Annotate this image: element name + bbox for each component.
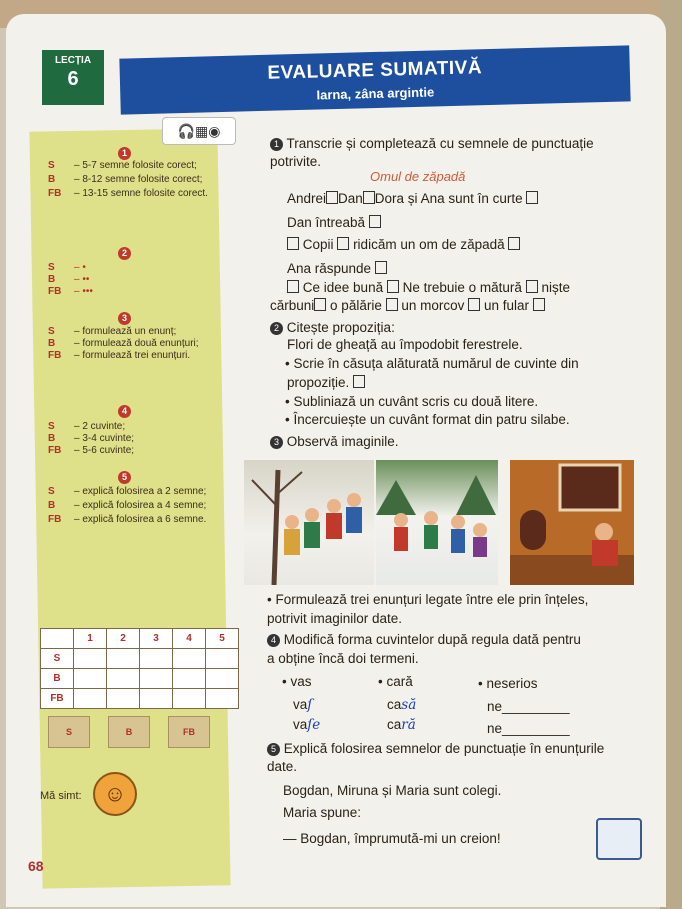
task-number-2: 2 (270, 322, 283, 335)
word-stem: va (293, 717, 308, 732)
score-cell[interactable] (173, 649, 206, 669)
ex5-instruction-line2: date. (267, 759, 298, 774)
ex3-bullet-line2: potrivit imaginilor date. (267, 611, 403, 626)
criteria-text: – 2 cuvinte; (74, 421, 126, 432)
level-label: B (48, 174, 56, 185)
ex2-instruction-text: Citește propoziția: (286, 320, 395, 335)
ex1-text: niște (541, 280, 570, 295)
ex2-bullet-2: • Subliniază un cuvânt scris cu două litere. (285, 394, 539, 409)
winter-scene-image-3 (510, 460, 634, 585)
punctuation-box[interactable] (287, 280, 299, 293)
level-label: FB (48, 350, 62, 361)
ex3-instruction-text: Observă imaginile. (286, 434, 399, 449)
level-label: S (48, 262, 55, 273)
level-label: S (48, 160, 55, 171)
ex1-text: Dan (338, 191, 363, 206)
ex5-line-2: Maria spune: (283, 805, 362, 820)
score-cell[interactable] (74, 689, 107, 709)
ex1-text: Dora și Ana sunt în curte (374, 191, 523, 206)
level-label: S (48, 486, 55, 497)
criteria-number-2: 2 (118, 247, 131, 260)
ex1-text: Andrei (287, 191, 327, 206)
punctuation-box[interactable] (363, 191, 375, 204)
flag-fb: FB (168, 716, 210, 748)
ex3-bullet-line1: • Formulează trei enunțuri legate între ele prin înțeles, (267, 592, 589, 607)
story-title: Omul de zăpadă (370, 169, 466, 184)
ex1-line-1 (287, 190, 538, 208)
punctuation-box[interactable] (533, 298, 545, 311)
flag-b: B (108, 716, 150, 748)
word-stem: va (293, 697, 308, 712)
ex1-text: Dan întreabă (287, 215, 366, 230)
audio-tools-icon: 🎧▦◉ (162, 117, 236, 145)
level-label: S (48, 326, 55, 337)
criteria-number-3: 3 (118, 312, 131, 325)
ex5-line-3: — Bogdan, împrumută-mi un creion! (283, 831, 501, 846)
ex1-line-2 (287, 214, 381, 232)
criteria-number-4: 4 (118, 405, 131, 418)
winter-scene-image-2 (376, 460, 498, 585)
score-cell[interactable] (173, 669, 206, 689)
table-column-header: 2 (107, 629, 140, 649)
criteria-block-1 (48, 160, 224, 200)
ex5-instruction (267, 740, 604, 758)
table-row-header: FB (41, 689, 74, 709)
ex4-answer-2a[interactable] (387, 696, 416, 714)
punctuation-box[interactable] (375, 261, 387, 274)
ex2-bullet-3: • Încercuiește un cuvânt format din patru silabe. (285, 412, 570, 427)
page-title: EVALUARE SUMATIVĂ (267, 57, 483, 84)
ex4-instruction (267, 631, 581, 649)
level-label: FB (48, 188, 62, 199)
children-walking-illustration (244, 460, 374, 585)
ex1-text: cărbuni (270, 298, 315, 313)
ex3-instruction (270, 433, 399, 451)
criteria-text: – • (74, 262, 86, 273)
page-subtitle: Iarna, zâna argintie (316, 84, 435, 103)
criteria-text: – formulează trei enunțuri. (74, 350, 191, 361)
table-row (41, 649, 239, 669)
score-cell[interactable] (140, 689, 173, 709)
ex1-line-6 (270, 297, 545, 315)
score-cell[interactable] (173, 689, 206, 709)
level-label: FB (48, 286, 62, 297)
ex1-text: ridicăm un om de zăpadă (353, 237, 505, 252)
punctuation-box[interactable] (287, 237, 299, 250)
ex1-line-3 (287, 236, 520, 254)
table-column-header: 1 (74, 629, 107, 649)
word-stem: ne (487, 721, 503, 736)
criteria-block-3 (48, 326, 224, 362)
punctuation-box[interactable] (526, 280, 538, 293)
criteria-text: – 5-6 cuvinte; (74, 445, 135, 456)
ex4-word-2: • cară (378, 674, 413, 689)
score-cell[interactable] (107, 689, 140, 709)
word-text: vas (290, 674, 312, 689)
punctuation-box[interactable] (468, 298, 480, 311)
ex5-line-1: Bogdan, Miruna și Maria sunt colegi. (283, 783, 502, 798)
ex4-answer-1a[interactable] (293, 696, 312, 714)
level-label: B (48, 433, 56, 444)
page-number: 68 (28, 858, 44, 874)
ex4-answer-2b[interactable] (387, 716, 416, 734)
ex4-answer-3b[interactable]: ne_________ (487, 721, 570, 736)
criteria-block-2 (48, 262, 224, 298)
word-text: cară (386, 674, 413, 689)
punctuation-box[interactable] (369, 215, 381, 228)
ex2-instruction (270, 319, 395, 337)
criteria-text: – explică folosirea a 4 semne; (74, 500, 207, 511)
punctuation-box[interactable] (508, 237, 520, 250)
table-column-header: 3 (140, 629, 173, 649)
criteria-number-1: 1 (118, 147, 131, 160)
punctuation-box[interactable] (387, 280, 399, 293)
criteria-text: – •• (74, 274, 90, 285)
table-column-header: 4 (173, 629, 206, 649)
criteria-text: – 3-4 cuvinte; (74, 433, 135, 444)
ex2-bullet-text: propoziție. (287, 375, 350, 390)
level-label: FB (48, 445, 62, 456)
score-cell[interactable] (74, 649, 107, 669)
punctuation-box[interactable] (526, 191, 538, 204)
score-cell[interactable] (107, 649, 140, 669)
level-label: B (48, 500, 56, 511)
task-number-5: 5 (267, 743, 280, 756)
criteria-text: – explică folosirea a 6 semne. (74, 514, 207, 525)
ex2-sentence: Flori de gheață au împodobit ferestrele. (287, 337, 523, 352)
lesson-number: 6 (67, 68, 79, 90)
score-cell[interactable] (206, 669, 239, 689)
criteria-text: – 13-15 semne folosite corect. (74, 188, 208, 199)
table-row (41, 669, 239, 689)
criteria-text: – formulează un enunț; (74, 326, 177, 337)
level-label: B (48, 274, 56, 285)
ex2-bullet-text: Încercuiește un cuvânt format din patru silabe. (293, 412, 570, 427)
word-stem: ne (487, 699, 503, 714)
lesson-badge (42, 50, 104, 105)
ex1-instruction (270, 135, 594, 153)
digital-resource-icon (596, 818, 642, 860)
punctuation-box[interactable] (337, 237, 349, 250)
punctuation-box[interactable] (386, 298, 398, 311)
ex1-instruction-line2: potrivite. (270, 154, 322, 169)
handwritten-answer: ſ (307, 697, 313, 713)
handwritten-answer: să (401, 697, 417, 713)
word-count-box[interactable] (353, 375, 365, 388)
smiley-face-icon: ☺ (93, 772, 137, 816)
table-column-header: 5 (206, 629, 239, 649)
criteria-text: – formulează două enunțuri; (74, 338, 199, 349)
criteria-text: – 5-7 semne folosite corect; (74, 160, 197, 171)
ex4-instruction-line1: Modifică forma cuvintelor după regula dată pentru (283, 632, 581, 647)
word-text: neserios (486, 676, 538, 691)
ex1-text: un fular (483, 298, 529, 313)
ex1-text: Ne trebuie o mătură (402, 280, 522, 295)
score-cell[interactable] (107, 669, 140, 689)
ex1-text: o pălărie (330, 298, 382, 313)
ex1-line-4 (287, 260, 387, 278)
ex4-word-3: • neserios (478, 676, 538, 691)
punctuation-box[interactable] (326, 191, 338, 204)
child-by-window-illustration (510, 460, 634, 585)
criteria-number-5: 5 (118, 471, 131, 484)
ex1-line-5 (287, 279, 570, 297)
word-stem: ca (387, 717, 402, 732)
ex1-text: un morcov (401, 298, 465, 313)
score-cell[interactable] (74, 669, 107, 689)
score-cell[interactable] (140, 649, 173, 669)
criteria-block-4 (48, 421, 224, 457)
criteria-block-5 (48, 486, 224, 526)
handwritten-answer: ſe (307, 717, 321, 733)
word-stem: ca (387, 697, 402, 712)
ex1-text: Ce idee bună (302, 280, 384, 295)
level-label: S (48, 421, 55, 432)
ex2-bullet-1-cont (287, 374, 365, 392)
winter-scene-image-1 (244, 460, 374, 585)
table-row-header: B (41, 669, 74, 689)
score-cell[interactable] (206, 649, 239, 669)
ex1-text: Copii (302, 237, 334, 252)
score-cell[interactable] (140, 669, 173, 689)
table-row-header: S (41, 649, 74, 669)
ex4-word-1: • vas (282, 674, 312, 689)
task-number-4: 4 (267, 634, 280, 647)
table-corner-cell (41, 629, 74, 649)
ex5-instruction-line1: Explică folosirea semnelor de punctuație în enunțurile (283, 741, 605, 756)
ex4-answer-3a[interactable]: ne_________ (487, 699, 570, 714)
punctuation-box[interactable] (314, 298, 326, 311)
ex4-answer-1b[interactable] (293, 716, 320, 734)
ex1-text: Ana răspunde (287, 261, 372, 276)
handwritten-answer: ră (401, 717, 416, 733)
level-label: FB (48, 514, 62, 525)
score-cell[interactable] (206, 689, 239, 709)
ex4-instruction-line2: a obține încă doi termeni. (267, 651, 419, 666)
flag-s: S (48, 716, 90, 748)
score-table (40, 628, 239, 709)
lesson-label: LECȚIA (54, 55, 92, 66)
table-row (41, 689, 239, 709)
ex2-bullet-1: • Scrie în căsuța alăturată numărul de cuvinte din (285, 356, 579, 371)
task-number-3: 3 (270, 436, 283, 449)
task-number-1: 1 (270, 138, 283, 151)
ex1-instruction-line1: Transcrie și completează cu semnele de punctuație (286, 136, 594, 151)
ex2-bullet-text: Subliniază un cuvânt scris cu două litere. (293, 394, 539, 409)
criteria-text: – ••• (74, 286, 93, 297)
children-playing-snow-illustration (376, 460, 498, 585)
level-label: B (48, 338, 56, 349)
feeling-label: Mă simt: (40, 790, 82, 802)
criteria-text: – 8-12 semne folosite corect; (74, 174, 203, 185)
table-header-row (41, 629, 239, 649)
criteria-text: – explică folosirea a 2 semne; (74, 486, 207, 497)
ex2-bullet-text: Scrie în căsuța alăturată numărul de cuvinte din (293, 356, 579, 371)
